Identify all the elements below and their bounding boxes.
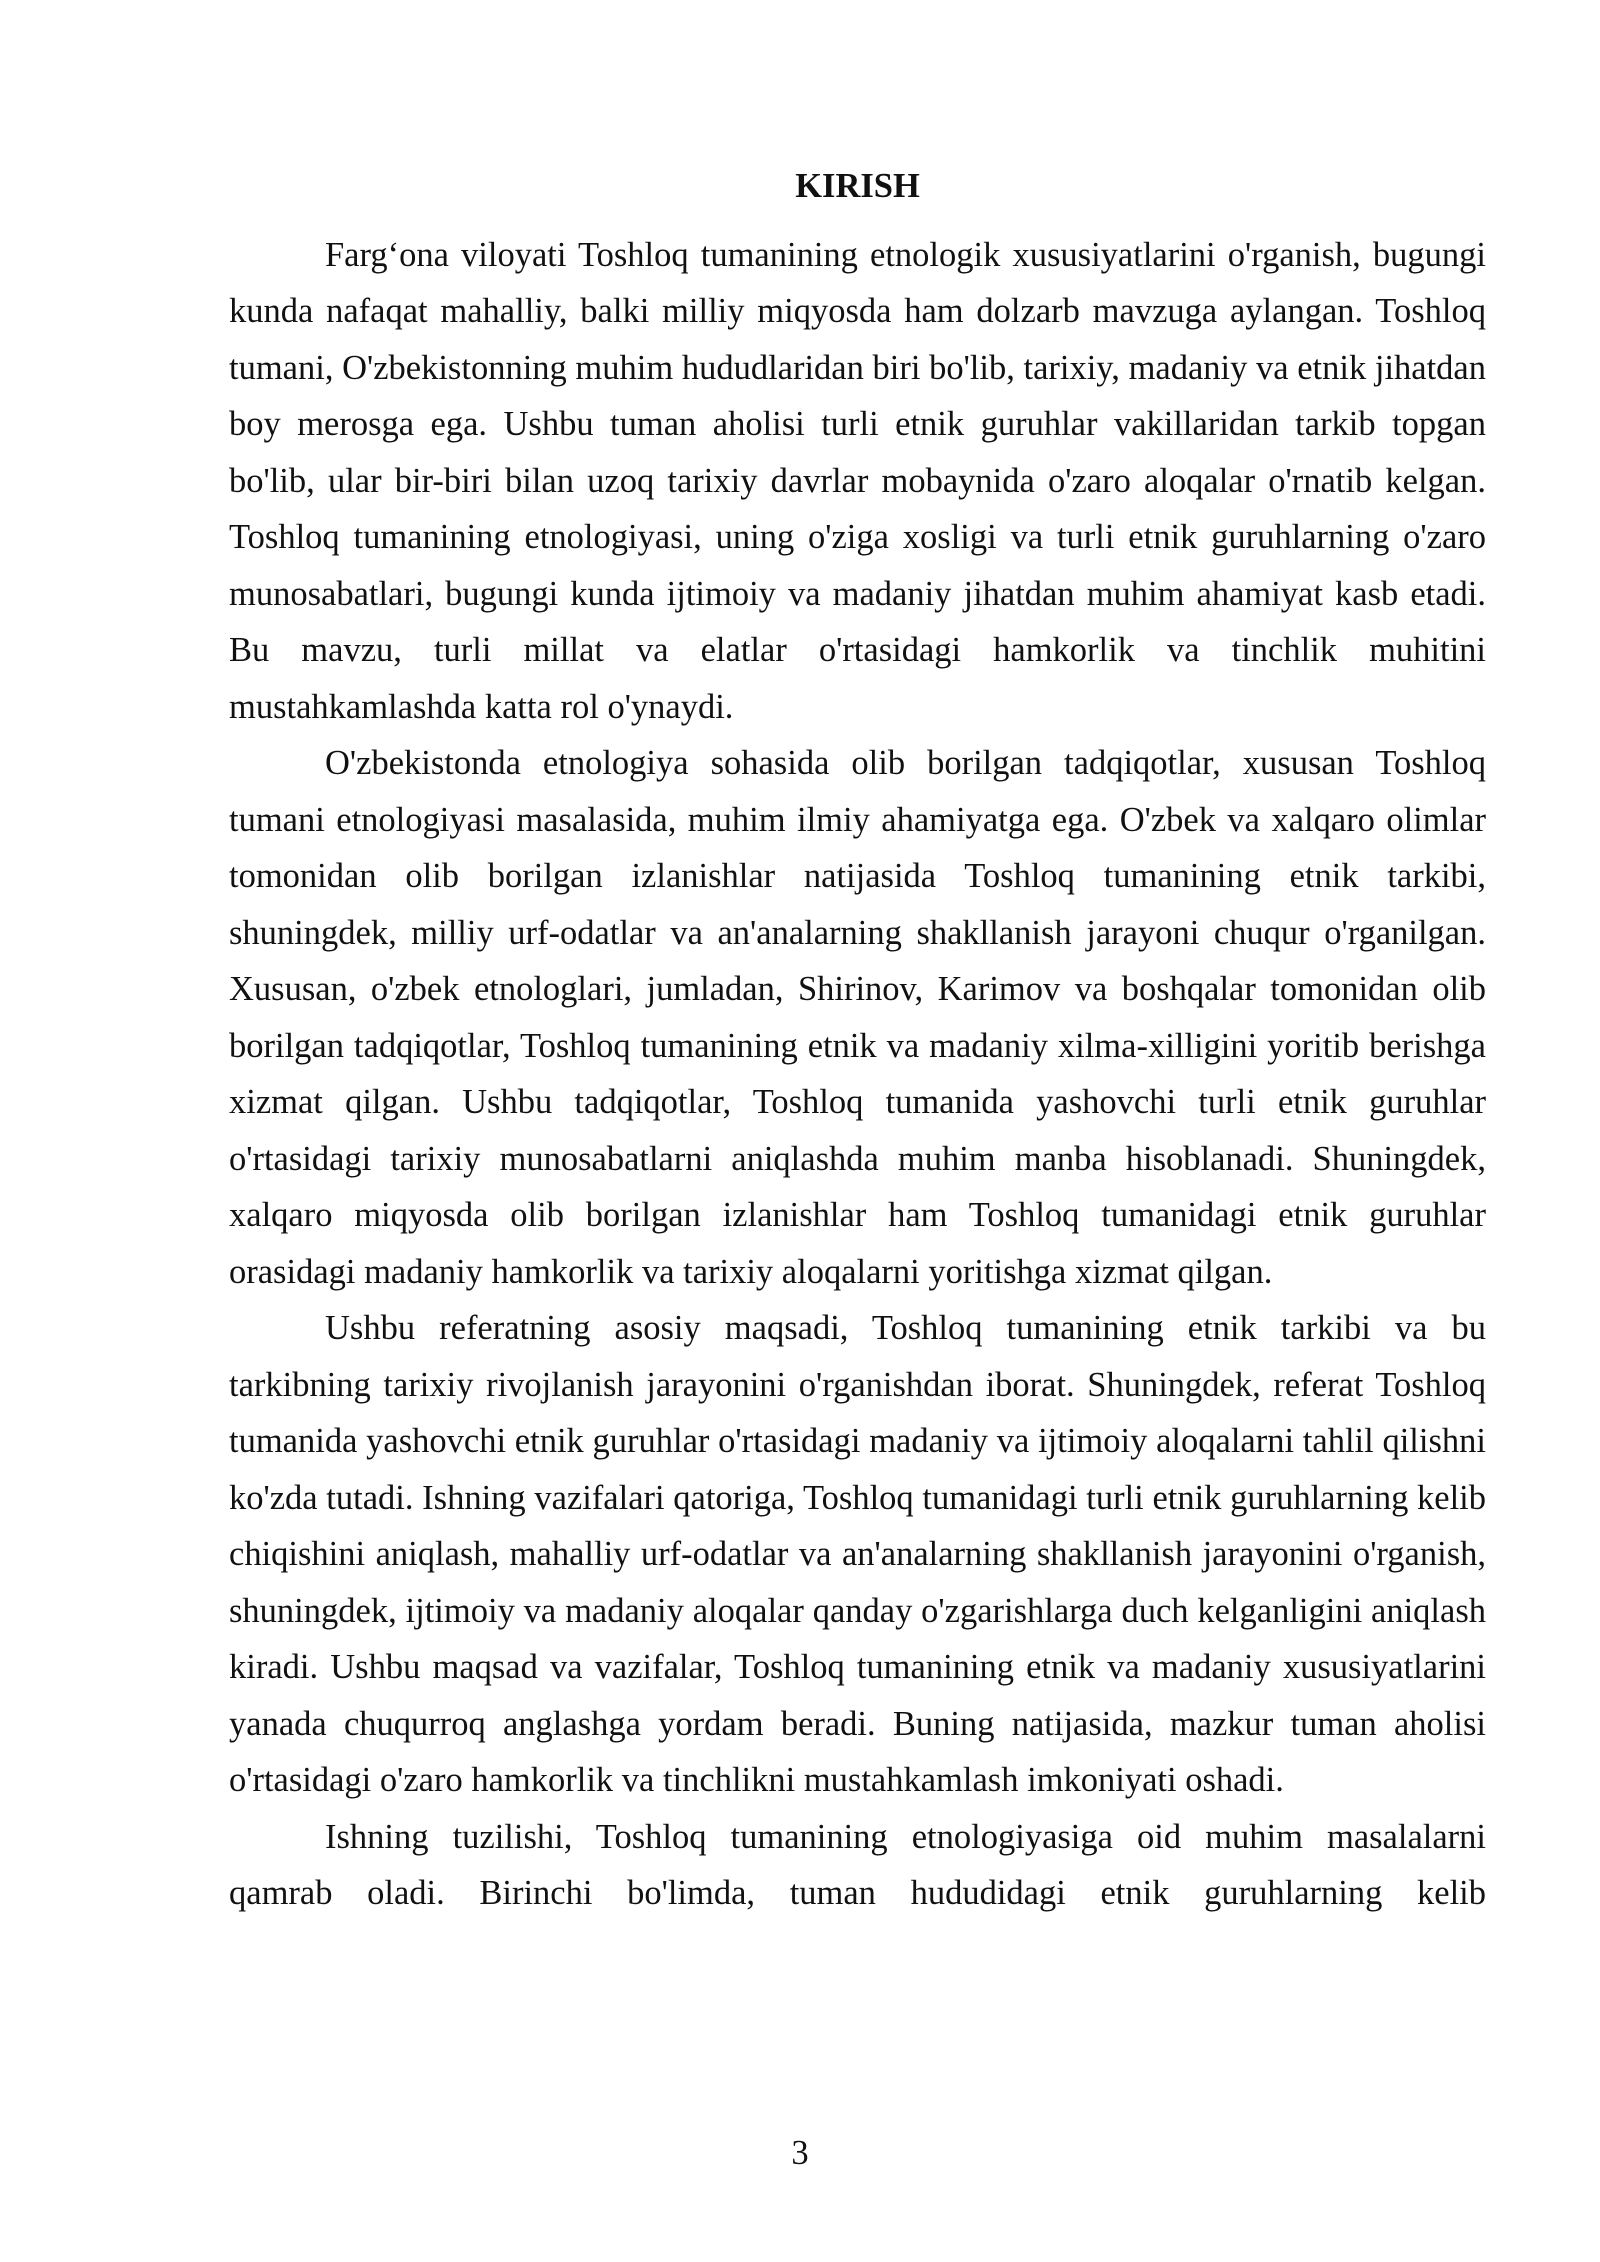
page-number: 3	[791, 2134, 809, 2172]
section-heading: KIRISH	[795, 167, 920, 205]
paragraph-3: Ushbu referatning asosiy maqsadi, Toshloq tumanining etnik tarkibi va bu tarkibning tarixiy rivojlanish jarayonini o'rganishdan iborat. Shuningdek, referat Toshloq tumanida yashovchi etnik guruhlar o'rtasidagi madaniy va ijtimoiy aloqalarni tahlil qilishni ko'zda tutadi. Ishning vazifalari qatoriga, Toshloq tumanidagi turli etnik guruhlarning kelib chiqishini aniqlash, mahalliy urf-odatlar va an'analarning shakllanish jarayonini o'rganish, shuningdek, ijtimoiy va madaniy aloqalar qanday o'zgarishlarga duch kelganligini aniqlash kiradi. Ushbu maqsad va vazifalar, Toshloq tumanining etnik va madaniy xususiyatlarini yanada chuqurroq anglashga yordam beradi. Buning natijasida, mazkur tuman aholisi o'rtasidagi o'zaro hamkorlik va tinchlikni mustahkamlash imkoniyati oshadi.	[229, 1309, 1486, 1799]
paragraph-2: O'zbekistonda etnologiya sohasida olib borilgan tadqiqotlar, xususan Toshloq tumani etnologiyasi masalasida, muhim ilmiy ahamiyatga ega. O'zbek va xalqaro olimlar tomonidan olib borilgan izlanishlar natijasida Toshloq tumanining etnik tarkibi, shuningdek, milliy urf-odatlar va an'analarning shakllanish jarayoni chuqur o'rganilgan. Xususan, o'zbek etnologlari, jumladan, Shirinov, Karimov va boshqalar tomonidan olib borilgan tadqiqotlar, Toshloq tumanining etnik va madaniy xilma-xilligini yoritib berishga xizmat qilgan. Ushbu tadqiqotlar, Toshloq tumanida yashovchi turli etnik guruhlar o'rtasidagi tarixiy munosabatlarni aniqlashda muhim manba hisoblanadi. Shuningdek, xalqaro miqyosda olib borilgan izlanishlar ham Toshloq tumanidagi etnik guruhlar orasidagi madaniy hamkorlik va tarixiy aloqalarni yoritishga xizmat qilgan.	[229, 744, 1486, 1291]
page-content	[229, 158, 1486, 1922]
paragraph-4: Ishning tuzilishi, Toshloq tumanining etnologiyasiga oid muhim masalalarni qamrab oladi. Birinchi bo'limda, tuman hududidagi etnik guruhlarning kelib	[229, 1817, 1486, 1912]
paragraph-1: Farg‘ona viloyati Toshloq tumanining etnologik xususiyatlarini o'rganish, bugungi kunda nafaqat mahalliy, balki milliy miqyosda ham dolzarb mavzuga aylangan. Toshloq tumani, O'zbekistonning muhim hududlaridan biri bo'lib, tarixiy, madaniy va etnik jihatdan boy merosga ega. Ushbu tuman aholisi turli etnik guruhlar vakillaridan tarkib topgan bo'lib, ular bir-biri bilan uzoq tarixiy davrlar mobaynida o'zaro aloqalar o'rnatib kelgan. Toshloq tumanining etnologiyasi, uning o'ziga xosligi va turli etnik guruhlarning o'zaro munosabatlari, bugungi kunda ijtimoiy va madaniy jihatdan muhim ahamiyat kasb etadi. Bu mavzu, turli millat va elatlar o'rtasidagi hamkorlik va tinchlik muhitini mustahkamlashda katta rol o'ynaydi.	[229, 235, 1486, 726]
